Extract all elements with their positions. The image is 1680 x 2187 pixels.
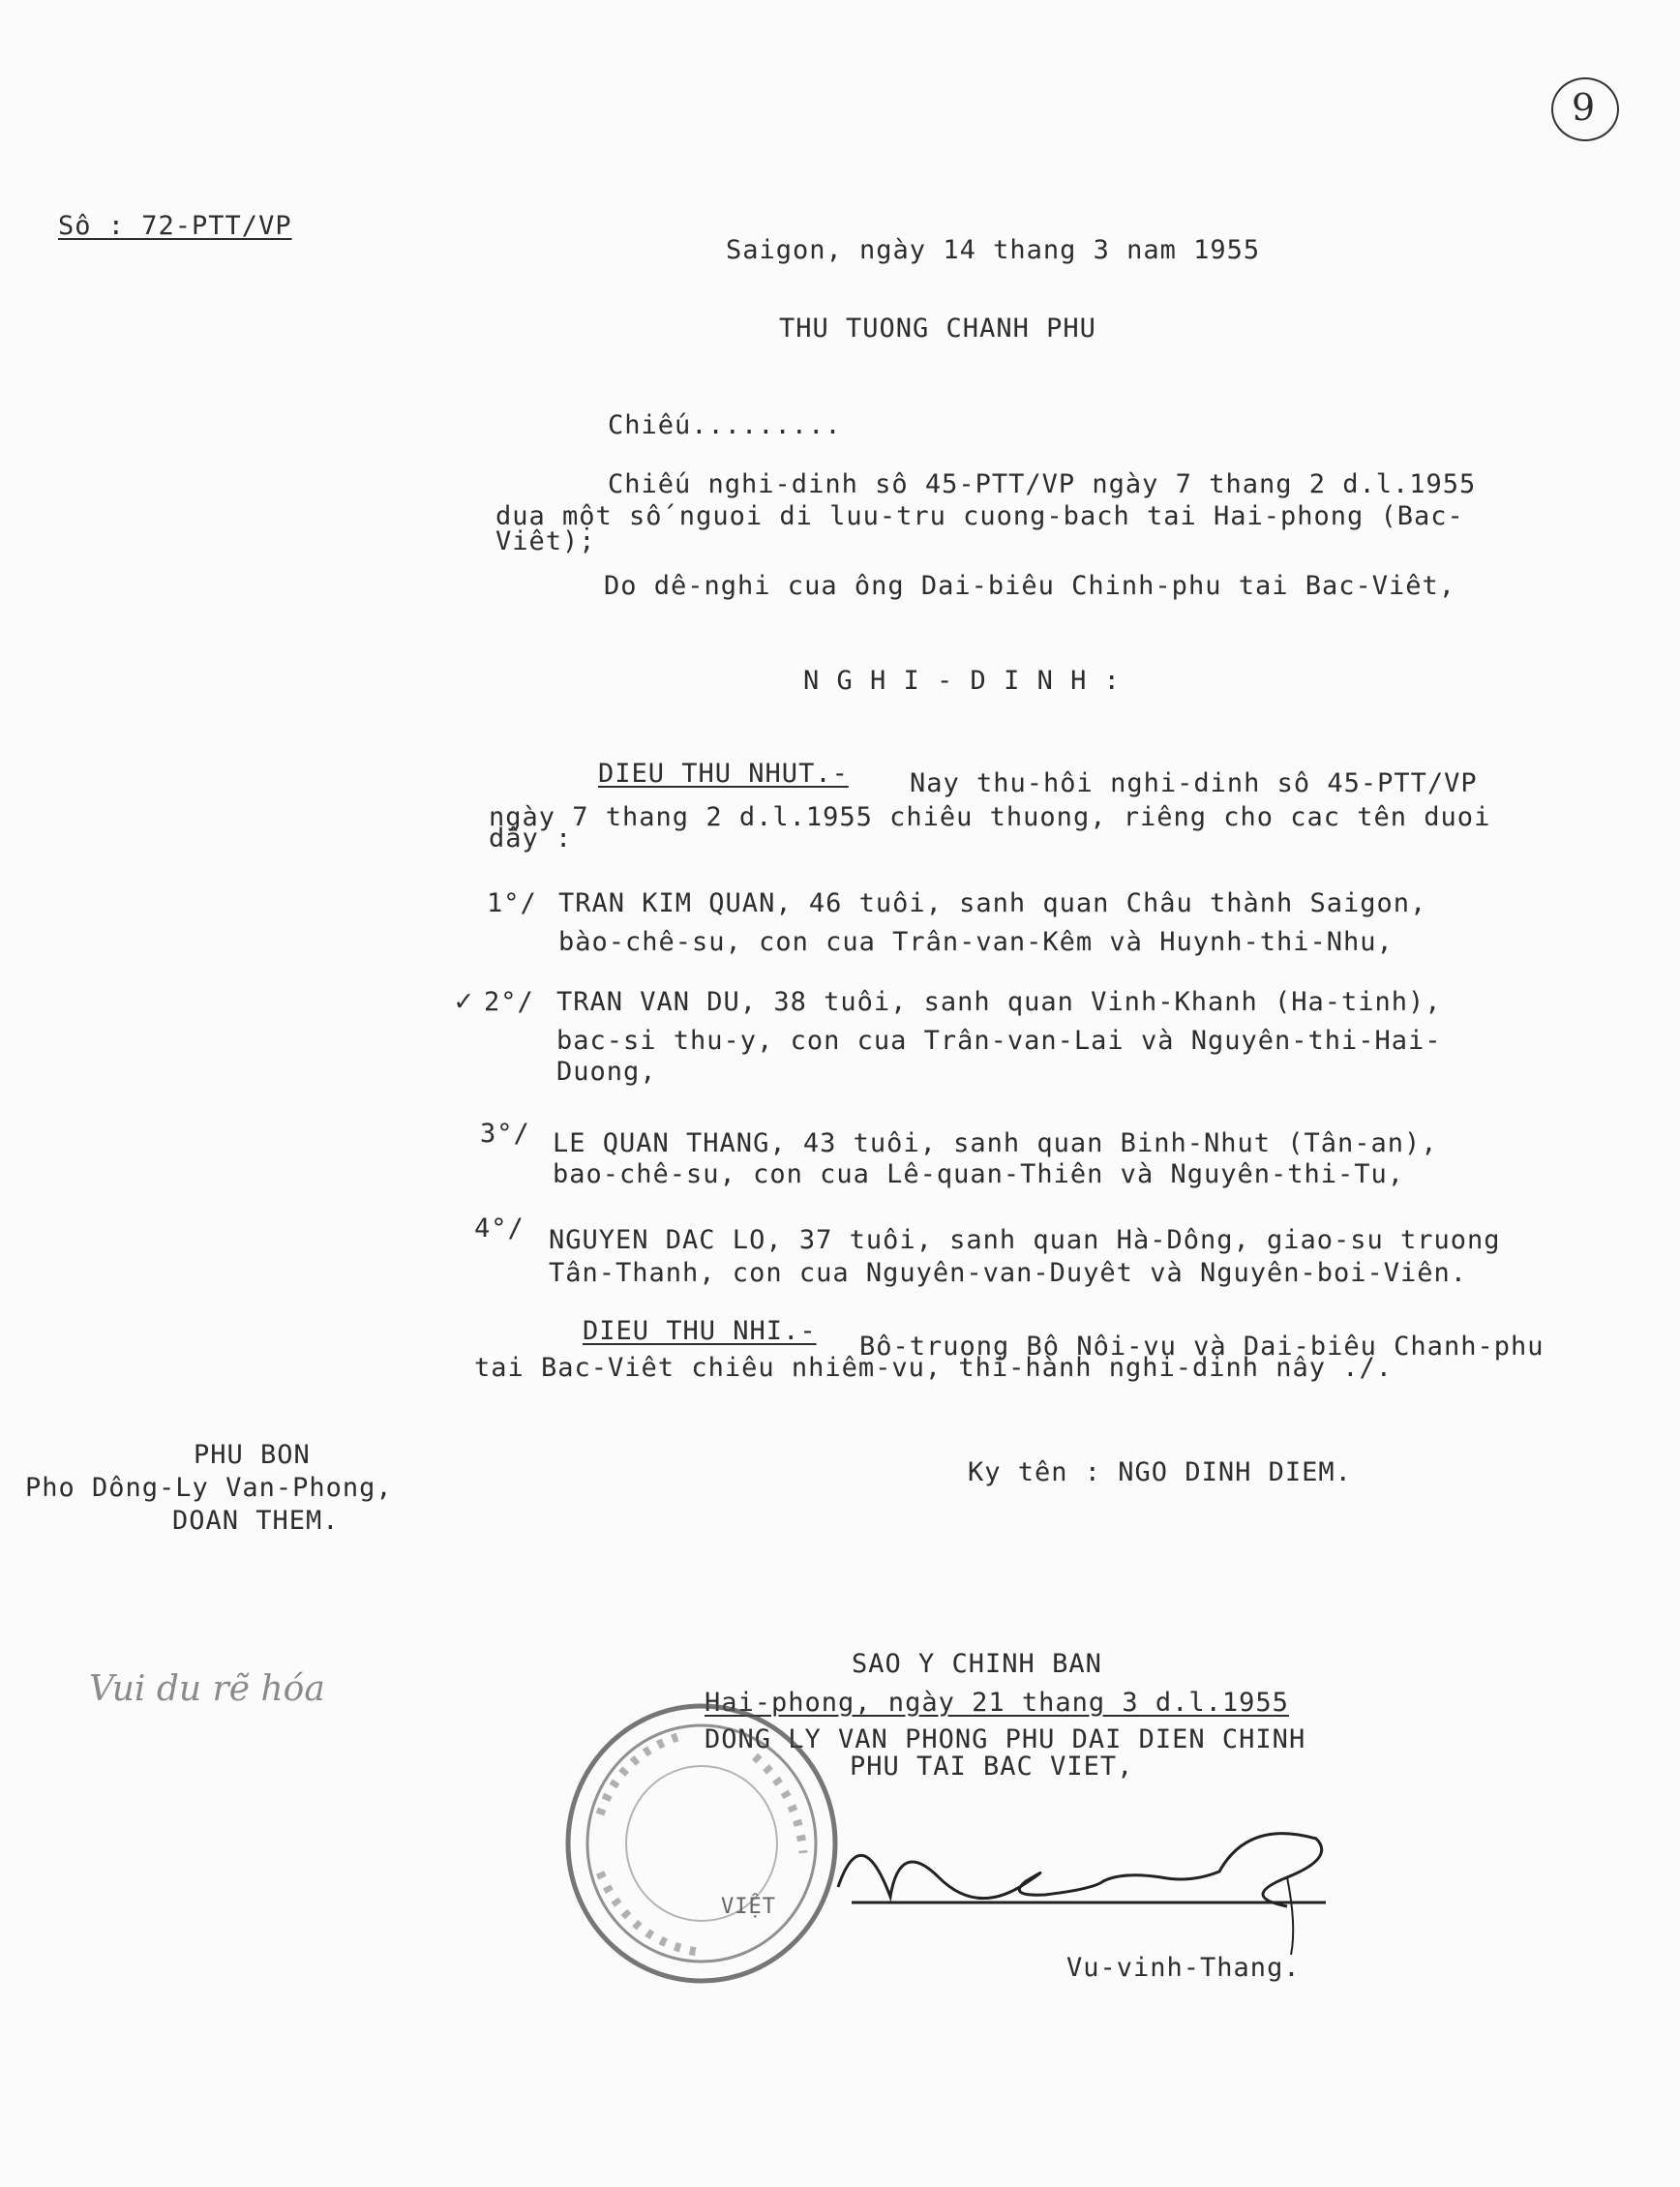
person-1-line-1: TRAN KIM QUAN, 46 tuôi, sanh quan Châu thành Saigon, [558, 888, 1427, 918]
issuer-title: THU TUONG CHANH PHU [779, 314, 1096, 344]
person-2-line-2: bac-si thu-y, con cua Trân-van-Lai và Nguyên-thi-Hai- [556, 1026, 1442, 1056]
article-1-line-3: dây : [489, 824, 573, 854]
article-1-line-1: Nay thu-hôi nghi-dinh sô 45-PTT/VP [910, 768, 1478, 798]
decree-heading: N G H I - D I N H : [803, 666, 1121, 696]
preamble-line-2: Chiếu nghi-dinh sô 45-PTT/VP ngày 7 thang 2 d.l.1955 [608, 469, 1477, 499]
article-1-line-2: ngày 7 thang 2 d.l.1955 chiêu thuong, riêng cho cac tên duoi [489, 802, 1491, 832]
date-line: Saigon, ngày 14 thang 3 nam 1955 [726, 235, 1261, 265]
person-3-number: 3°/ [480, 1119, 530, 1149]
signatory-name: Vu-vinh-Thang. [1066, 1953, 1301, 1983]
certification-line-4: PHU TAI BAC VIET, [850, 1752, 1134, 1782]
reference-number: Sô : 72-PTT/VP [58, 211, 292, 241]
person-2-number: 2°/ [484, 987, 534, 1017]
preamble-line-3: dua một số nguoi di luu-tru cuong-bach tai Hai-phong (Bac- [495, 501, 1464, 531]
left-block-line-1: PHU BON [194, 1440, 311, 1470]
left-block-line-2: Pho Dông-Ly Van-Phong, [25, 1473, 393, 1503]
person-4-line-1: NGUYEN DAC LO, 37 tuôi, sanh quan Hà-Dông, giao-su truong [549, 1225, 1501, 1255]
certification-line-1: SAO Y CHINH BAN [852, 1649, 1102, 1679]
preamble-line-4: Viêt); [495, 526, 596, 556]
person-3-line-1: LE QUAN THANG, 43 tuôi, sanh quan Binh-Nhut (Tân-an), [553, 1128, 1438, 1158]
seal-text: VIỆT [721, 1895, 776, 1919]
article-2-line-2: tai Bac-Viêt chiêu nhiêm-vu, thi-hành nghi-dinh nây ./. [474, 1353, 1394, 1383]
preamble-line-5: Do dê-nghi cua ông Dai-biêu Chinh-phu tai Bac-Viêt, [604, 571, 1456, 601]
person-4-number: 4°/ [474, 1213, 525, 1243]
handwritten-note: Vui du rẽ hóa [89, 1669, 325, 1709]
check-mark: ✓ [455, 984, 474, 1018]
person-2-line-3: Duong, [556, 1057, 657, 1087]
person-2-line-1: TRAN VAN DU, 38 tuôi, sanh quan Vinh-Khanh (Ha-tinh), [556, 987, 1442, 1017]
left-block-line-3: DOAN THEM. [172, 1506, 340, 1536]
person-4-line-2: Tân-Thanh, con cua Nguyên-van-Duyêt và Nguyên-boi-Viên. [549, 1258, 1468, 1288]
certification-line-3: DONG LY VAN PHONG PHU DAI DIEN CHINH [705, 1724, 1306, 1754]
certification-line-2: Hai-phong, ngày 21 thang 3 d.l.1955 [705, 1688, 1289, 1718]
preamble-line-1: Chiếu......... [608, 410, 842, 440]
person-3-line-2: bao-chê-su, con cua Lê-quan-Thiên và Nguyên-thi-Tu, [553, 1159, 1405, 1189]
article-2-line-1: Bô-truong Bô Nôi-vu và Dai-biêu Chanh-phu [859, 1332, 1545, 1362]
official-seal [561, 1698, 842, 1989]
person-1-line-2: bào-chê-su, con cua Trân-van-Kêm và Huynh-thi-Nhu, [558, 927, 1394, 957]
signed-line: Ky tên : NGO DINH DIEM. [968, 1457, 1352, 1487]
page-number: 9 [1572, 86, 1597, 129]
article-1-title: DIEU THU NHUT.- [598, 759, 849, 789]
article-2-title: DIEU THU NHI.- [583, 1316, 817, 1346]
person-1-number: 1°/ [487, 888, 537, 918]
